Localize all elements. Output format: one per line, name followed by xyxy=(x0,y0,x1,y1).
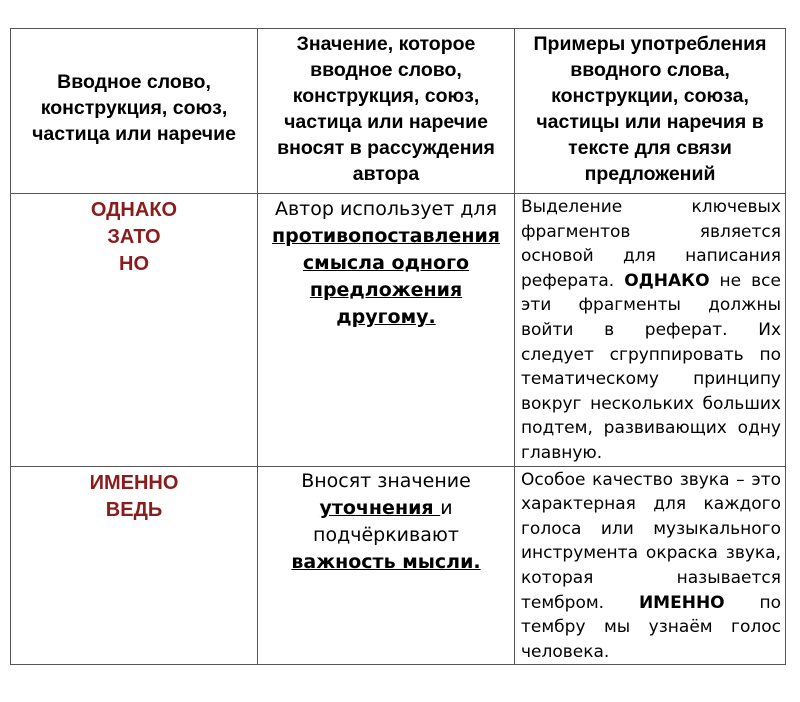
meaning-emphasis: уточнения xyxy=(319,496,441,519)
header-meaning-text: Значение, которое вводное слово, конструкция, союз, частица или наречие вносят в рассуждения автора xyxy=(277,33,495,185)
connective-word: ВЕДЬ xyxy=(105,498,163,521)
meaning-cell xyxy=(258,466,515,665)
words-cell xyxy=(11,194,258,467)
example-keyword: ОДНАКО xyxy=(624,270,710,291)
example-cell xyxy=(515,194,786,467)
connective-word: НО xyxy=(119,253,149,275)
connective-word: ОДНАКО xyxy=(90,199,178,221)
meaning-text: Автор использует для xyxy=(274,198,498,220)
table-header-row xyxy=(11,29,786,194)
meaning-text: Вносят значение xyxy=(301,469,471,492)
meaning-emphasis: важность мысли. xyxy=(291,550,481,573)
meaning-cell xyxy=(258,194,515,467)
meaning-emphasis: противопоставления смысла одного предложения другому. xyxy=(272,225,500,328)
connective-word: ЗАТО xyxy=(107,226,161,248)
example-text: не все эти фрагменты должны войти в реферат. Их следует сгруппировать по тематическому принципу вокруг нескольких больших подтем, развивающих одну главную. xyxy=(521,270,781,463)
example-keyword: ИМЕННО xyxy=(638,592,725,613)
example-text: Выделение ключевых фрагментов является основой для написания реферата. xyxy=(521,197,781,291)
header-word-text: Вводное слово, конструкция, союз, частица или наречие xyxy=(32,71,236,145)
header-cell-meaning xyxy=(258,29,515,194)
header-cell-word xyxy=(11,29,258,194)
example-cell xyxy=(515,466,786,665)
example-text: по тембру мы узнаём голос человека. xyxy=(521,592,781,662)
example-text: Особое качество звука – это характерная для каждого голоса или музыкального инструмента окраска звука, которая называется тембром. xyxy=(521,469,781,613)
header-examples-text: Примеры употребления вводного слова, конструкции, союза, частицы или наречия в тексте для связи предложений xyxy=(533,33,767,185)
table-row xyxy=(11,466,786,665)
reference-table xyxy=(10,28,786,665)
table-row xyxy=(11,194,786,467)
meaning-text: и подчёркивают xyxy=(313,496,459,546)
words-cell xyxy=(11,466,258,665)
connective-word: ИМЕННО xyxy=(89,471,179,494)
header-cell-examples xyxy=(515,29,786,194)
